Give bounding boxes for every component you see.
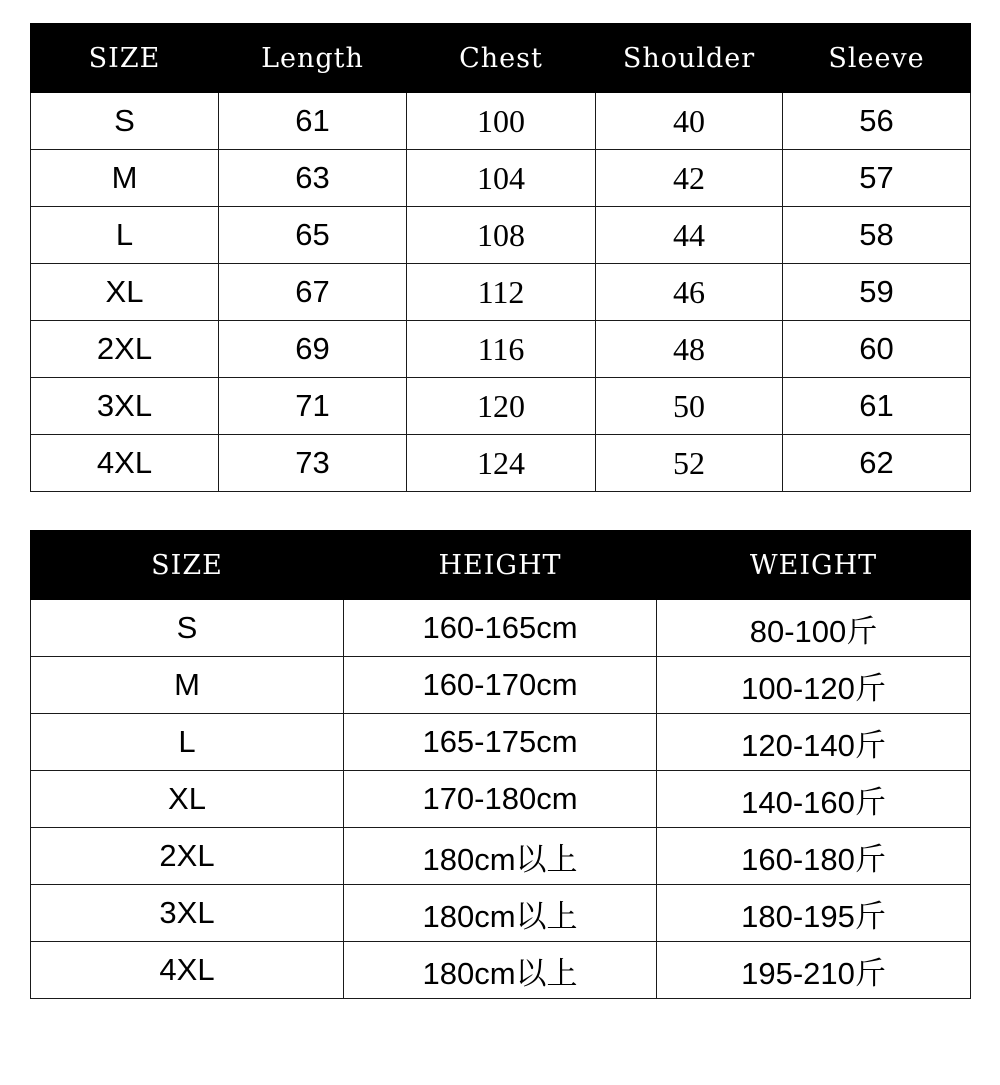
header-size: SIZE (31, 531, 344, 600)
size-cell: L (31, 714, 344, 771)
length-cell: 61 (219, 93, 407, 150)
header-size: SIZE (31, 24, 219, 93)
height-cell: 180cm以上 (344, 828, 657, 885)
header-sleeve: Sleeve (783, 24, 971, 93)
size-cell: M (31, 657, 344, 714)
table-row (31, 321, 971, 378)
sleeve-cell: 59 (783, 264, 971, 321)
sleeve-cell: 58 (783, 207, 971, 264)
weight-cell: 195-210斤 (657, 942, 971, 999)
height-cell: 180cm以上 (344, 942, 657, 999)
header-height: HEIGHT (344, 531, 657, 600)
shoulder-cell: 50 (596, 378, 783, 435)
length-cell: 65 (219, 207, 407, 264)
height-cell: 160-170cm (344, 657, 657, 714)
weight-cell: 180-195斤 (657, 885, 971, 942)
height-cell: 170-180cm (344, 771, 657, 828)
size-cell: 4XL (31, 942, 344, 999)
table-row (31, 771, 971, 828)
table-row (31, 942, 971, 999)
sleeve-cell: 56 (783, 93, 971, 150)
length-cell: 63 (219, 150, 407, 207)
table-row (31, 264, 971, 321)
sleeve-cell: 61 (783, 378, 971, 435)
chest-cell: 112 (407, 264, 596, 321)
table-row (31, 714, 971, 771)
header-shoulder: Shoulder (596, 24, 783, 93)
weight-cell: 160-180斤 (657, 828, 971, 885)
header-chest: Chest (407, 24, 596, 93)
size-cell: L (31, 207, 219, 264)
table-row (31, 828, 971, 885)
table-row (31, 150, 971, 207)
height-cell: 180cm以上 (344, 885, 657, 942)
fit-guide-table (30, 530, 971, 999)
weight-cell: 80-100斤 (657, 600, 971, 657)
table-row (31, 600, 971, 657)
size-cell: XL (31, 264, 219, 321)
shoulder-cell: 42 (596, 150, 783, 207)
shoulder-cell: 48 (596, 321, 783, 378)
height-cell: 160-165cm (344, 600, 657, 657)
table-row (31, 435, 971, 492)
weight-cell: 120-140斤 (657, 714, 971, 771)
sleeve-cell: 57 (783, 150, 971, 207)
chest-cell: 116 (407, 321, 596, 378)
table-row (31, 657, 971, 714)
size-cell: 3XL (31, 885, 344, 942)
size-cell: 2XL (31, 828, 344, 885)
table-row (31, 207, 971, 264)
chest-cell: 108 (407, 207, 596, 264)
size-cell: 4XL (31, 435, 219, 492)
chest-cell: 104 (407, 150, 596, 207)
weight-cell: 100-120斤 (657, 657, 971, 714)
shoulder-cell: 44 (596, 207, 783, 264)
size-cell: M (31, 150, 219, 207)
length-cell: 69 (219, 321, 407, 378)
sleeve-cell: 60 (783, 321, 971, 378)
length-cell: 73 (219, 435, 407, 492)
table-row (31, 93, 971, 150)
length-cell: 71 (219, 378, 407, 435)
fit-header-row (31, 531, 971, 600)
size-cell: 3XL (31, 378, 219, 435)
size-cell: XL (31, 771, 344, 828)
weight-cell: 140-160斤 (657, 771, 971, 828)
size-cell: S (31, 600, 344, 657)
header-weight: WEIGHT (657, 531, 971, 600)
table-row (31, 885, 971, 942)
header-length: Length (219, 24, 407, 93)
shoulder-cell: 52 (596, 435, 783, 492)
size-cell: 2XL (31, 321, 219, 378)
measurement-header-row (31, 24, 971, 93)
chest-cell: 100 (407, 93, 596, 150)
measurement-table (30, 23, 971, 492)
sleeve-cell: 62 (783, 435, 971, 492)
shoulder-cell: 40 (596, 93, 783, 150)
shoulder-cell: 46 (596, 264, 783, 321)
length-cell: 67 (219, 264, 407, 321)
size-cell: S (31, 93, 219, 150)
chest-cell: 120 (407, 378, 596, 435)
chest-cell: 124 (407, 435, 596, 492)
height-cell: 165-175cm (344, 714, 657, 771)
table-row (31, 378, 971, 435)
